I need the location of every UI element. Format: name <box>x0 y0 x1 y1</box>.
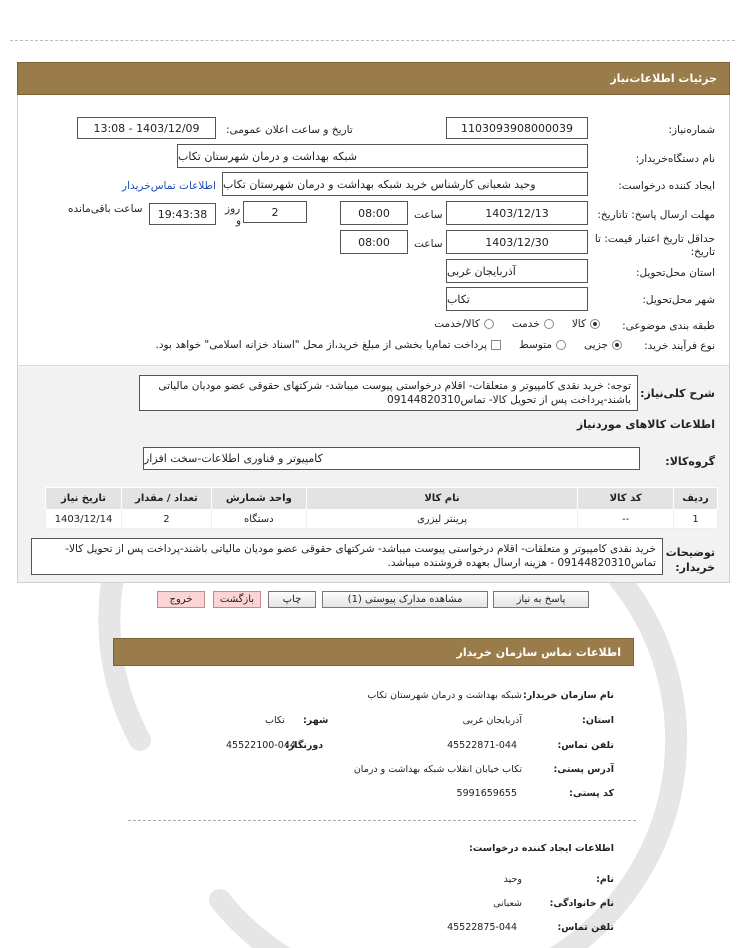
need-number-label: شماره‌نیاز: <box>668 124 715 136</box>
details-title: جزئیات اطلاعات‌نیاز <box>610 72 717 85</box>
radio-icon[interactable] <box>544 319 554 329</box>
remaining-time-field: 19:43:38 <box>149 203 216 225</box>
category-radio-group <box>434 318 600 330</box>
creator-info-title: اطلاعات ایجاد کننده درخواست: <box>468 843 614 854</box>
summary-field: توجه: خرید نقدی کامپیوتر و متعلقات- اقلام درخواستی پیوست میباشد- شرکتهای حقوقی عضو مودیان مالیاتی باشند-پرداخت پس از تحویل کالا- تماس09144820310 <box>139 375 638 411</box>
reply-time-field: 08:00 <box>340 201 408 225</box>
view-documents-button[interactable]: مشاهده مدارک پیوستی (1) <box>322 591 488 608</box>
creator-phone-value: 45522875-044 <box>447 922 517 933</box>
table-header-row <box>46 488 718 510</box>
days-label: روز <box>225 203 241 215</box>
need-number-field: 1103093908000039 <box>446 117 588 139</box>
reply-deadline-label: مهلت ارسال پاسخ: تاتاریخ: <box>597 209 715 221</box>
category-option-both[interactable]: کالا/خدمت <box>434 318 494 330</box>
contact-title: اطلاعات تماس سازمان خریدار <box>456 645 621 659</box>
print-button[interactable]: چاپ <box>268 591 316 608</box>
and-label: و <box>236 215 242 227</box>
summary-label: شرح کلی‌نیاز: <box>640 387 715 400</box>
province-label: استان محل‌تحویل: <box>635 267 715 279</box>
col-row-header: ردیف <box>674 488 718 510</box>
details-header <box>17 62 730 95</box>
cell-date: 1403/12/14 <box>46 510 122 529</box>
checkbox-icon[interactable] <box>491 340 501 350</box>
contact-header <box>113 638 634 666</box>
creator-phone-label: تلفن تماس: <box>557 922 614 933</box>
announce-label: تاریخ و ساعت اعلان عمومی: <box>226 124 353 136</box>
treasury-payment-option[interactable]: پرداخت تمام‌یا بخشی از مبلغ خرید،از محل "اسناد خزانه اسلامی" خواهد بود. <box>156 339 502 351</box>
validity-date-field: 1403/12/30 <box>446 230 588 254</box>
contact-province-label: استان: <box>582 715 614 726</box>
creator-family-label: نام خانوادگی: <box>549 898 614 909</box>
contact-phone-value: 45522871-044 <box>447 740 517 751</box>
days-field: 2 <box>243 201 307 223</box>
process-option-medium[interactable]: متوسط <box>519 339 566 351</box>
back-button[interactable]: بازگشت <box>213 591 261 608</box>
col-qty-header: تعداد / مقدار <box>122 488 212 510</box>
process-radio-group <box>156 339 622 351</box>
contact-fax-value: 45522100-044 <box>226 740 296 751</box>
reply-time-label: ساعت <box>414 209 443 221</box>
creator-name-label: نام: <box>596 874 614 885</box>
contact-city-label: شهر: <box>303 715 329 726</box>
radio-icon[interactable] <box>484 319 494 329</box>
radio-selected-icon[interactable] <box>590 319 600 329</box>
creator-name-value: وحید <box>503 874 522 885</box>
buyer-notes-field: خرید نقدی کامپیوتر و متعلقات- اقلام درخواستی پیوست میباشد- شرکتهای حقوقی عضو مودیان مالیاتی باشند-پرداخت پس از تحویل کالا- تماس09144820310 - هزینه ارسال بعهده فروشنده میباشد. <box>31 538 663 575</box>
contact-city-value: تکاب <box>265 715 285 726</box>
announce-field: 1403/12/09 - 13:08 <box>77 117 216 139</box>
contact-address-value: تکاب خیابان انقلاب شبکه بهداشت و درمان <box>353 764 522 775</box>
table-row <box>46 510 718 529</box>
col-date-header: تاریخ نیاز <box>46 488 122 510</box>
city-field: تکاب <box>446 287 588 311</box>
reply-date-field: 1403/12/13 <box>446 201 588 225</box>
remaining-label: ساعت باقی‌مانده <box>68 203 143 215</box>
contact-fax-label: دورنگار: <box>285 740 324 751</box>
radio-icon[interactable] <box>556 340 566 350</box>
col-name-header: نام کالا <box>306 488 577 510</box>
buyer-org-field: شبکه بهداشت و درمان شهرستان تکاب <box>177 144 588 168</box>
top-divider <box>10 40 735 41</box>
goods-table <box>45 487 718 529</box>
validity-time-field: 08:00 <box>340 230 408 254</box>
cell-name: پرینتر لیزری <box>306 510 577 529</box>
cell-row: 1 <box>674 510 718 529</box>
group-field: کامپیوتر و فناوری اطلاعات-سخت افزار <box>143 447 640 470</box>
contact-postal-value: 5991659655 <box>456 788 517 799</box>
category-option-service[interactable]: خدمت <box>512 318 554 330</box>
creator-family-value: شعبانی <box>493 898 522 909</box>
buyer-notes-label: توضیحات خریدار: <box>665 546 715 574</box>
process-label: نوع فرآیند خرید: <box>644 340 715 352</box>
cell-unit: دستگاه <box>211 510 306 529</box>
cell-code: -- <box>578 510 674 529</box>
contact-org-label: نام سازمان خریدار: <box>523 690 614 701</box>
validity-label: حداقل تاریخ اعتبار قیمت: تا تاریخ: <box>594 233 715 258</box>
group-label: گروه‌کالا: <box>665 455 715 468</box>
city-label: شهر محل‌تحویل: <box>642 294 715 306</box>
category-label: طبقه بندی موضوعی: <box>622 320 715 332</box>
goods-info-label: اطلاعات کالاهای موردنیاز <box>576 418 715 431</box>
contact-phone-label: تلفن تماس: <box>557 740 614 751</box>
province-field: آذربایجان غربی <box>446 259 588 283</box>
contact-divider <box>128 820 636 821</box>
buyer-org-label: نام دستگاه‌خریدار: <box>635 153 715 165</box>
buyer-contact-link[interactable]: اطلاعات تماس‌خریدار <box>122 180 216 192</box>
validity-time-label: ساعت <box>414 238 443 250</box>
cell-qty: 2 <box>122 510 212 529</box>
creator-label: ایجاد کننده درخواست: <box>618 180 715 192</box>
radio-selected-icon[interactable] <box>612 340 622 350</box>
contact-postal-label: کد پستی: <box>569 788 614 799</box>
col-code-header: کد کالا <box>578 488 674 510</box>
contact-org-value: شبکه بهداشت و درمان شهرستان تکاب <box>367 690 522 701</box>
contact-address-label: آدرس پستی: <box>553 764 614 775</box>
exit-button[interactable]: خروج <box>157 591 205 608</box>
category-option-goods[interactable]: کالا <box>572 318 600 330</box>
col-unit-header: واحد شمارش <box>211 488 306 510</box>
reply-button[interactable]: پاسخ به نیاز <box>493 591 589 608</box>
creator-field: وحید شعبانی کارشناس خرید شبکه بهداشت و درمان شهرستان تکاب <box>222 172 588 196</box>
process-option-minor[interactable]: جزیی <box>584 339 622 351</box>
contact-province-value: آذربایجان غربی <box>462 715 522 726</box>
